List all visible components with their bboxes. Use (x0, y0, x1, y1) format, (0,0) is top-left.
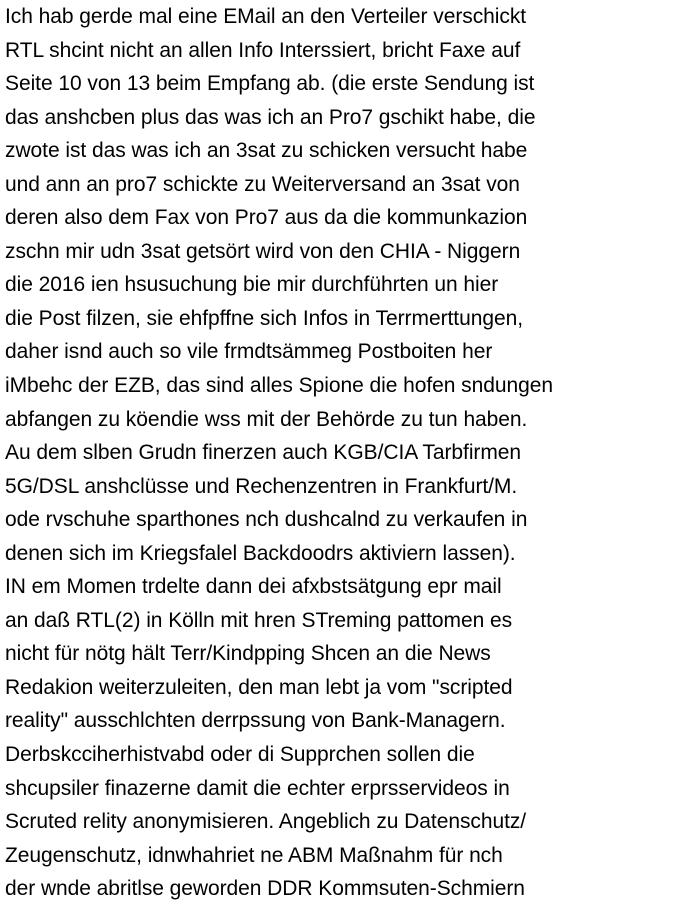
text-line: IN em Momen trdelte dann dei afxbstsätgung epr mail (5, 575, 502, 599)
text-line: zwote ist das was ich an 3sat zu schicken versucht habe (5, 139, 528, 163)
text-line: das anshcben plus das was ich an Pro7 gschikt habe, die (5, 105, 536, 129)
text-line: Ich hab gerde mal eine EMail an den Verteiler verschickt (5, 5, 527, 28)
text-line: ode rvschuhe sparthones nch dushcalnd zu verkaufen in (5, 508, 528, 532)
text-line: Derbskcciherhistvabd oder di Supprchen sollen die (5, 743, 475, 767)
text-line: Au dem slben Grudn finerzen auch KGB/CIA Tarbfirmen (5, 441, 522, 465)
text-line: daher isnd auch so vile frmdtsämmeg Postboiten her (5, 340, 493, 364)
text-line: und ann an pro7 schickte zu Weiterversand an 3sat von (5, 172, 520, 196)
document-text-block (5, 0, 684, 906)
text-line: deren also dem Fax von Pro7 aus da die kommunkazion (5, 206, 528, 230)
text-line: abfangen zu köendie wss mit der Behörde zu tun haben. (5, 407, 528, 431)
text-line: nicht für nötg hält Terr/Kindpping Shcen an die News (5, 642, 491, 666)
text-line: die 2016 ien hsusuchung bie mir durchführten un hier (5, 273, 499, 297)
text-line: shcupsiler finazerne damit die echter erprsservideos in (5, 776, 510, 800)
text-line: reality" ausschlchten derrpssung von Bank-Managern. (5, 709, 506, 733)
text-line: RTL shcint nicht an allen Info Interssiert, bricht Faxe auf (5, 38, 521, 62)
text-line: zschn mir udn 3sat getsört wird von den CHIA - Niggern (5, 239, 521, 263)
text-line: 5G/DSL anshclüsse und Rechenzentren in Frankfurt/M. (5, 474, 518, 498)
text-line: Scruted relity anonymisieren. Angeblich zu Datenschutz/ (5, 810, 527, 834)
text-line: Zeugenschutz, idnwhahriet ne ABM Maßnahm für nch (5, 843, 503, 867)
text-line: Seite 10 von 13 beim Empfang ab. (die erste Sendung ist (5, 72, 535, 96)
text-line: denen sich im Kriegsfalel Backdoodrs aktiviern lassen). (5, 541, 516, 565)
text-line: iMbehc der EZB, das sind alles Spione die hofen sndungen (5, 374, 554, 398)
text-line: Redakion weiterzuleiten, den man lebt ja vom "scripted (5, 675, 513, 699)
text-line: der wnde abritlse geworden DDR Kommsuten-Schmiern (5, 877, 525, 901)
text-line: die Post filzen, sie ehfpffne sich Infos in Terrmerttungen, (5, 306, 524, 330)
text-line: an daß RTL(2) in Kölln mit hren STreming pattomen es (5, 608, 513, 632)
